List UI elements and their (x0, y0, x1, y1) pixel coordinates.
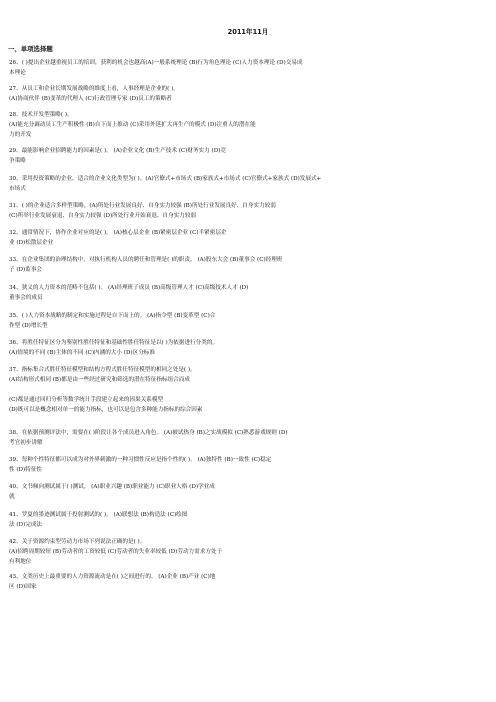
question-28 (9, 110, 487, 130)
question-line: 39、每种个性特征都可以成为对外界刺激的一种习惯性反应是指个性的( )。 (A)独特性 (B)一致性 (C)稳定 (9, 457, 272, 463)
question-line: (C)都是通过回归分析等数学统计手段建立起来的因果关系模型 (9, 397, 164, 403)
question-line: 31、( )的企业适合多样型策略。(A)所处行业发展良好、自身实力较强 (B)所处行业发展良好、自身实力较弱 (9, 203, 276, 209)
question-line: 26、( )提出企业越重视员工的培训，获利的机会也越高(A)一般系统理论 (B)行为角色理论 (C)人力资本理论 (D)交易成 (9, 60, 303, 66)
question-line: 37、指标集合式胜任特征模型和结构方程式胜任特征模型的相同之处是( )。 (9, 367, 196, 373)
question-line: 市场式 (9, 186, 26, 192)
question-33 (9, 255, 487, 275)
question-27 (9, 84, 487, 104)
question-line: 有利地位 (9, 559, 32, 565)
question-line: (C)所举行业发展衰退、自身实力较强 (D)所处行业开始衰退、自身实力较弱 (9, 213, 197, 219)
question-line: (A)结构形式相同 (B)都是由一些经过研究和筛选的潜在特征指标组合而成 (9, 377, 190, 383)
question-30 (9, 174, 487, 194)
question-line: 28、技术开发型策略( )。 (9, 112, 73, 118)
question-line: 就 (9, 494, 15, 500)
question-line: 41、罗夏的墨迹测试属于投射测试的( )。 (A)联想法 (B)构造法 (C)绘图 (9, 512, 188, 518)
question-37 (9, 365, 487, 385)
question-32 (9, 228, 487, 248)
question-38 (9, 428, 487, 448)
question-line: 27、从员工和企业长期发展战略的维度上看，人事经理是企业的( )。 (9, 86, 179, 92)
question-37-options (9, 395, 487, 415)
question-line: 性 (D)特征性 (9, 467, 43, 473)
question-28-continued (9, 130, 487, 140)
question-36 (9, 338, 487, 358)
question-39 (9, 455, 487, 475)
question-line: (A)能充分调动员工生产积极性 (B)自下而上推动 (C)采用外延扩大再生产的模式 (D)注重人的潜在能 (9, 122, 256, 128)
question-line: (A)情境的不同 (B)主体的不同 (C)内涵的大小 (D)区分标准 (9, 350, 155, 356)
question-40 (9, 482, 487, 502)
question-43 (9, 572, 487, 592)
question-line: 35、( )人力资本战略的制定和实施过程是自下而上的。 (A)指令型 (B)变革型 (C)合 (9, 313, 216, 319)
question-line: 29、最能影响企业招聘能力的因素是( )。 (A)企业文化 (B)生产技术 (C)财务实力 (D)竞 (9, 148, 226, 154)
question-line: 力的开发 (9, 132, 32, 138)
question-line: 争策略 (9, 158, 26, 164)
question-31 (9, 201, 487, 221)
question-42 (9, 537, 487, 557)
question-line: 法 (D)完成法 (9, 522, 43, 528)
question-line: 董事会的成员 (9, 295, 43, 301)
question-line: 36、将胜任特征区分为鉴别性胜任特征和基础性胜任特征是以( )为依据进行分类的。 (9, 340, 219, 346)
question-line: 42、关于资源约束型劳动力市场下列说法正确的是( )。 (9, 539, 146, 545)
question-29 (9, 146, 487, 166)
question-line: 43、文类历史上最重要的人力资源流动是在( )之间进行的。 (A)企业 (B)产业 (C)地 (9, 574, 216, 580)
question-line: 30、采用投资策略的企业，适合的企业文化类型为( )。(A)官僚式+市场式 (B)家族式+市场式 (C)官僚式+家族式 (D)发展式+ (9, 176, 322, 182)
question-line: 作型 (D)增长型 (9, 323, 48, 329)
question-42-continued (9, 557, 487, 567)
question-line: 34、狭义的人力资本的范畴不包括( )。 (A)经理班子成员 (B)高级管理人才 (C)高级技术人才 (D) (9, 285, 249, 291)
question-35 (9, 311, 487, 331)
question-line: 考官初步讲解 (9, 440, 43, 446)
question-line: 32、通常情况下，协作企业对应的是( )。 (A)核心层企业 (B)紧密层企业 (C)半紧密层企 (9, 230, 227, 236)
question-line: (A)协商伙伴 (B)变革的代理人 (C)行政管理专家 (D)员工的策略者 (9, 96, 172, 102)
question-26 (9, 58, 487, 78)
question-line: 33、在企业集团的治理结构中，对执行机构人员的聘任和管理是( )的职责。 (A)股东大会 (B)董事会 (C)经理班 (9, 257, 283, 263)
question-line: 业 (D)松散层企业 (9, 240, 54, 246)
question-line: 38、在依据预测评法中，需要在( )阶段让各个成员进入角色。 (A)被试热身 (B)之实战模拟 (C)熟悉游戏规则 (D) (9, 430, 288, 436)
question-line: 子 (D)监事会 (9, 267, 43, 273)
question-line: (D)既可以是概念相对单一的能力指标，也可以是包含多种能力指标的综合因素 (9, 407, 203, 413)
question-line: (A)招聘周期较短 (B)劳动者的工资较低 (C)劳动者的失业率较低 (D)劳动力需求方处于 (9, 549, 223, 555)
question-41 (9, 510, 487, 530)
section-heading: 一、单项选择题 (8, 45, 53, 53)
question-line: 本理论 (9, 70, 26, 76)
question-line: 40、文书倾向测试属于( )测试。 (A)职业兴趣 (B)职业能力 (C)职业人格 (D)学业成 (9, 484, 215, 490)
question-34 (9, 283, 487, 303)
question-line: 区 (D)国家 (9, 584, 37, 590)
page-title: 2011年11月 (227, 28, 269, 36)
